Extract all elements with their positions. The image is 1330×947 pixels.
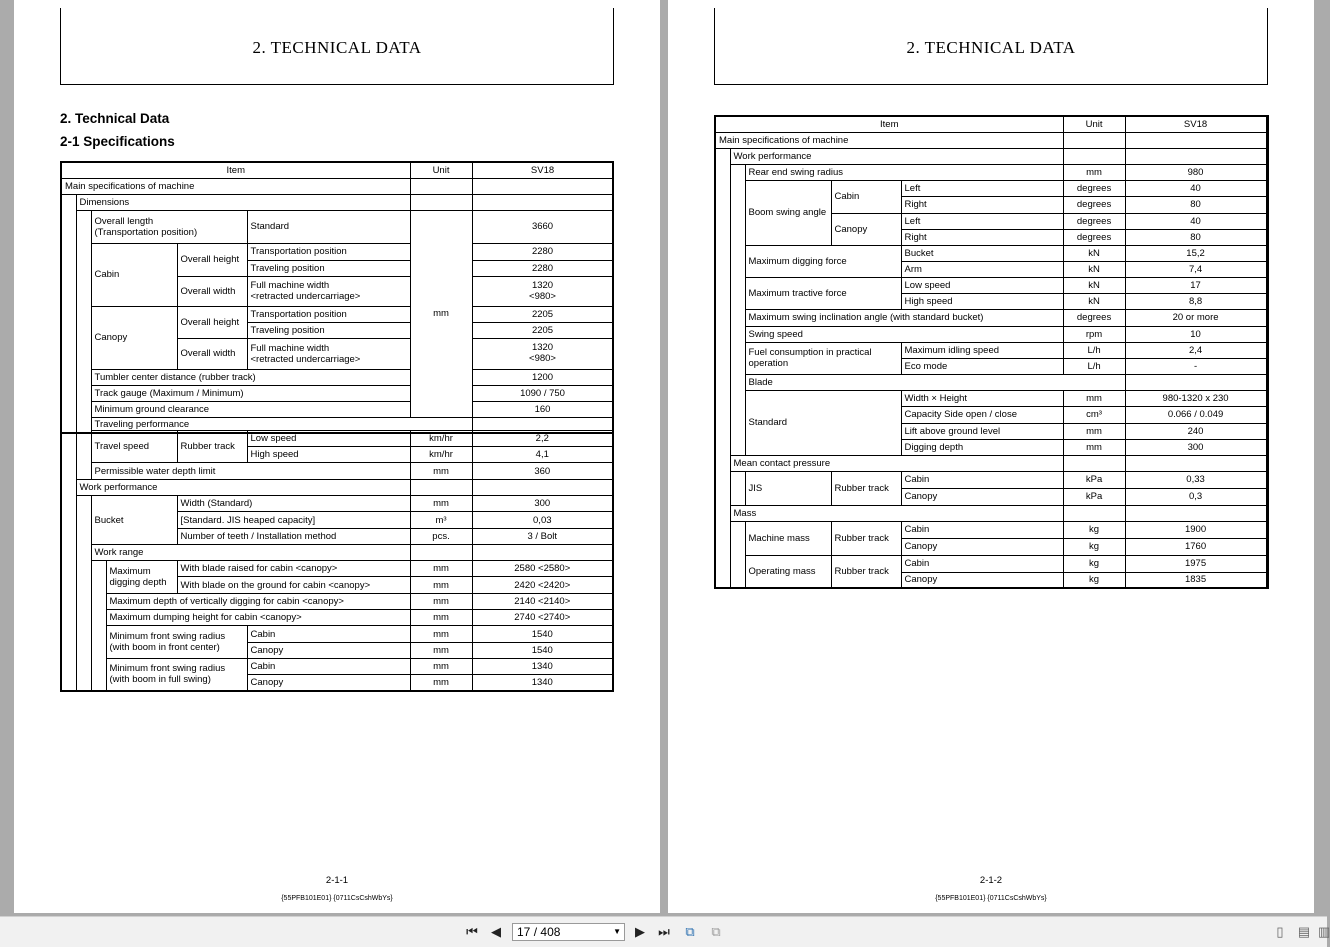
value-cell: 2420 <2420> xyxy=(472,577,613,594)
unit-cell: mm xyxy=(1063,439,1125,455)
previous-page-icon[interactable]: ◀ xyxy=(491,924,501,939)
unit-cell: kN xyxy=(1063,261,1125,277)
fit-width-icon[interactable]: ⧉ xyxy=(711,924,721,939)
value-cell: 3 / Bolt xyxy=(472,529,613,545)
value-cell: 17 xyxy=(1125,277,1266,293)
row-label: Low speed xyxy=(901,277,1063,293)
value-cell: 8,8 xyxy=(1125,293,1266,309)
row-label: Rubber track xyxy=(831,471,901,505)
row-label: Operating mass xyxy=(745,555,831,588)
row-label: Work range xyxy=(91,545,410,561)
fit-page-icon[interactable]: ⧉ xyxy=(685,924,695,939)
unit-cell: mm xyxy=(410,643,472,659)
row-label: JIS xyxy=(745,471,831,505)
row-label: Boom swing angle xyxy=(745,180,831,245)
table-row xyxy=(61,496,613,512)
value-cell: 1340 xyxy=(472,659,613,675)
page-header-title: 2. TECHNICAL DATA xyxy=(906,38,1076,57)
value-cell: 80 xyxy=(1125,229,1266,245)
value-cell: 40 xyxy=(1125,213,1266,229)
row-label: [Standard. JIS heaped capacity] xyxy=(177,512,410,529)
row-label: Machine mass xyxy=(745,521,831,555)
row-label: Full machine width <retracted undercarriage> xyxy=(247,276,410,307)
unit-cell: cm³ xyxy=(1063,406,1125,423)
value-cell: 1540 xyxy=(472,626,613,643)
unit-cell: degrees xyxy=(1063,196,1125,213)
document-page-left xyxy=(14,0,660,913)
value-cell: 1760 xyxy=(1125,538,1266,555)
table-row xyxy=(61,194,613,210)
unit-cell: kg xyxy=(1063,521,1125,538)
header-model: SV18 xyxy=(1125,116,1266,132)
row-label: Rubber track xyxy=(831,555,901,588)
value-cell: 7,4 xyxy=(1125,261,1266,277)
value-cell-second-line: <980> xyxy=(529,290,556,302)
value-cell: 1340 xyxy=(472,675,613,691)
row-label: Low speed xyxy=(247,431,410,447)
row-label: Permissible water depth limit xyxy=(91,463,410,480)
chevron-down-icon[interactable]: ▼ xyxy=(613,927,621,936)
value-cell: 1090 / 750 xyxy=(472,385,613,401)
page-number-input[interactable]: 17 / 408 ▼ xyxy=(512,923,625,941)
unit-cell: rpm xyxy=(1063,326,1125,342)
value-cell: 1320 <980> xyxy=(472,339,613,368)
table-row xyxy=(61,431,613,447)
row-label: Arm xyxy=(901,261,1063,277)
table-row xyxy=(61,401,613,417)
unit-cell: mm xyxy=(410,675,472,691)
unit-cell: mm xyxy=(410,659,472,675)
row-label: Width × Height xyxy=(901,390,1063,406)
unit-cell: degrees xyxy=(1063,309,1125,326)
value-cell: 4,1 xyxy=(472,447,613,463)
row-label: Cabin xyxy=(91,243,177,307)
table-row xyxy=(715,471,1268,488)
page-number: 2-1-1 xyxy=(325,875,349,886)
value-cell: 360 xyxy=(472,463,613,480)
row-label: Swing speed xyxy=(745,326,1063,342)
unit-cell: mm xyxy=(410,577,472,594)
row-label: Standard xyxy=(247,210,410,243)
row-label: Maximum tractive force xyxy=(745,277,901,309)
table-row xyxy=(61,385,613,401)
row-label: Maximum digging depth xyxy=(106,561,177,594)
row-label: Canopy xyxy=(901,538,1063,555)
row-label: Traveling position xyxy=(247,323,410,339)
row-label: Minimum front swing radius (with boom in front center) xyxy=(106,626,247,659)
row-label: Maximum depth of vertically digging for cabin <canopy> xyxy=(106,594,410,610)
row-label: Canopy xyxy=(247,643,410,659)
document-page-right xyxy=(668,0,1314,913)
row-label: Canopy xyxy=(901,572,1063,588)
row-label: Capacity Side open / close xyxy=(901,406,1063,423)
value-cell: 980-1320 x 230 xyxy=(1125,390,1266,406)
value-cell: 0,33 xyxy=(1125,471,1266,488)
row-label: Minimum ground clearance xyxy=(91,401,410,417)
row-label: Mean contact pressure xyxy=(730,455,1063,471)
row-label: Overall length (Transportation position) xyxy=(91,210,247,243)
row-label: With blade on the ground for cabin <canopy> xyxy=(177,577,410,594)
row-label: Rubber track xyxy=(177,431,247,463)
header-item: Item xyxy=(715,116,1063,132)
row-label: Cabin xyxy=(901,521,1063,538)
value-cell-second-line: <980> xyxy=(529,353,556,365)
row-label: Number of teeth / Installation method xyxy=(177,529,410,545)
row-label: Transportation position xyxy=(247,307,410,323)
row-label: Cabin xyxy=(901,555,1063,572)
unit-cell: mm xyxy=(410,210,472,417)
row-label: High speed xyxy=(901,293,1063,309)
value-cell: 980 xyxy=(1125,164,1266,180)
table-row xyxy=(715,521,1268,538)
value-cell: 20 or more xyxy=(1125,309,1266,326)
row-label: Overall height xyxy=(177,307,247,339)
unit-cell: kPa xyxy=(1063,471,1125,488)
continuous-view-icon[interactable]: ▤ xyxy=(1297,924,1311,939)
value-cell: 160 xyxy=(472,401,613,417)
table-row xyxy=(715,374,1268,390)
value-cell: 0,3 xyxy=(1125,488,1266,505)
unit-cell: L/h xyxy=(1063,342,1125,358)
table-row xyxy=(715,555,1268,572)
next-page-icon[interactable]: ▶ xyxy=(635,924,645,939)
specifications-table xyxy=(60,161,614,434)
row-label: Traveling performance xyxy=(91,417,472,433)
table-row xyxy=(61,659,613,675)
row-label: Travel speed xyxy=(91,431,177,463)
table-row xyxy=(715,309,1268,326)
row-label: Canopy xyxy=(831,213,901,245)
value-cell: 2,4 xyxy=(1125,342,1266,358)
row-label: Minimum front swing radius (with boom in full swing) xyxy=(106,659,247,691)
row-label: Bucket xyxy=(901,245,1063,261)
table-row xyxy=(61,210,613,243)
row-label: Left xyxy=(901,180,1063,196)
unit-cell: mm xyxy=(1063,423,1125,439)
unit-cell: mm xyxy=(410,463,472,480)
table-row xyxy=(61,178,613,194)
header-model: SV18 xyxy=(472,162,613,178)
unit-cell: mm xyxy=(1063,390,1125,406)
page-footer-code: {55PFB101E01} {0711CsCshWbYs} xyxy=(281,895,393,902)
unit-cell: m³ xyxy=(410,512,472,529)
value-cell: 1975 xyxy=(1125,555,1266,572)
value-cell: 2580 <2580> xyxy=(472,561,613,577)
table-row xyxy=(715,245,1268,261)
table-row xyxy=(715,505,1268,521)
row-label: Maximum digging force xyxy=(745,245,901,277)
row-label: Fuel consumption in practical operation xyxy=(745,342,901,374)
row-label: Left xyxy=(901,213,1063,229)
row-label: Rubber track xyxy=(831,521,901,555)
facing-view-icon[interactable]: ▥ xyxy=(1318,924,1330,939)
row-label: Dimensions xyxy=(76,194,410,210)
table-row xyxy=(715,326,1268,342)
row-label: Cabin xyxy=(901,471,1063,488)
row-label: Tumbler center distance (rubber track) xyxy=(91,369,410,385)
row-label: Right xyxy=(901,196,1063,213)
row-label: Cabin xyxy=(247,659,410,675)
table-row xyxy=(61,545,613,561)
row-label: Mass xyxy=(730,505,1063,521)
table-row xyxy=(61,594,613,610)
row-label: Right xyxy=(901,229,1063,245)
value-cell: 1900 xyxy=(1125,521,1266,538)
table-header-row xyxy=(61,162,613,178)
unit-cell: mm xyxy=(410,626,472,643)
value-cell: 1835 xyxy=(1125,572,1266,588)
unit-cell: kg xyxy=(1063,538,1125,555)
row-label: Maximum swing inclination angle (with standard bucket) xyxy=(745,309,1063,326)
table-row xyxy=(61,480,613,496)
table-row xyxy=(61,463,613,480)
last-page-icon[interactable]: ⏭ xyxy=(658,924,670,939)
table-row xyxy=(61,369,613,385)
subsection-heading: 2-1 Specifications xyxy=(60,134,175,149)
row-label: Digging depth xyxy=(901,439,1063,455)
value-cell: 0,03 xyxy=(472,512,613,529)
value-cell: 2740 <2740> xyxy=(472,610,613,626)
row-label: Width (Standard) xyxy=(177,496,410,512)
unit-cell: kPa xyxy=(1063,488,1125,505)
unit-cell: mm xyxy=(1063,164,1125,180)
value-cell: - xyxy=(1125,358,1266,374)
row-label: Main specifications of machine xyxy=(715,132,1063,148)
page-number: 2-1-2 xyxy=(979,875,1003,886)
unit-cell: mm xyxy=(410,610,472,626)
unit-cell: mm xyxy=(410,561,472,577)
unit-cell: kN xyxy=(1063,293,1125,309)
value-cell: 80 xyxy=(1125,196,1266,213)
specifications-table xyxy=(714,115,1269,589)
row-label: Work performance xyxy=(730,148,1063,164)
row-label: Track gauge (Maximum / Minimum) xyxy=(91,385,410,401)
row-label: Transportation position xyxy=(247,243,410,260)
unit-cell: degrees xyxy=(1063,180,1125,196)
section-heading: 2. Technical Data xyxy=(60,111,170,126)
row-label: Overall height xyxy=(177,243,247,276)
row-label: High speed xyxy=(247,447,410,463)
value-cell: 3660 xyxy=(472,210,613,243)
unit-cell: km/hr xyxy=(410,447,472,463)
header-unit: Unit xyxy=(410,162,472,178)
row-label: Canopy xyxy=(901,488,1063,505)
value-cell: 10 xyxy=(1125,326,1266,342)
value-cell: 2205 xyxy=(472,323,613,339)
row-label: Eco mode xyxy=(901,358,1063,374)
first-page-icon[interactable]: ⏮ xyxy=(466,924,478,939)
row-label: Standard xyxy=(745,390,901,455)
table-row xyxy=(715,455,1268,471)
row-label: Canopy xyxy=(91,307,177,370)
single-page-view-icon[interactable]: ▯ xyxy=(1276,924,1284,939)
row-label: Blade xyxy=(745,374,1125,390)
table-row xyxy=(715,342,1268,358)
table-row xyxy=(61,561,613,577)
value-cell: 2280 xyxy=(472,243,613,260)
unit-cell: kN xyxy=(1063,277,1125,293)
value-cell: 2140 <2140> xyxy=(472,594,613,610)
row-label: Maximum dumping height for cabin <canopy> xyxy=(106,610,410,626)
header-unit: Unit xyxy=(1063,116,1125,132)
row-label: Overall width xyxy=(177,339,247,370)
value-cell: 2280 xyxy=(472,260,613,276)
value-cell: 240 xyxy=(1125,423,1266,439)
unit-cell: degrees xyxy=(1063,229,1125,245)
row-label: Maximum idling speed xyxy=(901,342,1063,358)
value-cell: 2,2 xyxy=(472,431,613,447)
table-row xyxy=(715,148,1268,164)
unit-cell: kg xyxy=(1063,555,1125,572)
value-cell: 1200 xyxy=(472,369,613,385)
page-header-box xyxy=(714,8,1268,85)
unit-cell: pcs. xyxy=(410,529,472,545)
row-label: Bucket xyxy=(91,496,177,545)
table-row xyxy=(61,307,613,323)
row-label: Full machine width <retracted undercarriage> xyxy=(247,339,410,370)
table-row xyxy=(715,277,1268,293)
unit-cell: km/hr xyxy=(410,431,472,447)
table-row xyxy=(61,243,613,260)
value-cell: 40 xyxy=(1125,180,1266,196)
row-label: Overall width xyxy=(177,276,247,307)
unit-cell: kN xyxy=(1063,245,1125,261)
table-row xyxy=(715,132,1268,148)
row-label: Cabin xyxy=(831,180,901,213)
table-row xyxy=(715,180,1268,196)
row-label: With blade raised for cabin <canopy> xyxy=(177,561,410,577)
value-cell: 15,2 xyxy=(1125,245,1266,261)
row-label: Canopy xyxy=(247,675,410,691)
row-label: Work performance xyxy=(76,480,410,496)
unit-cell: mm xyxy=(410,594,472,610)
page-footer-code: {55PFB101E01} {0711CsCshWbYs} xyxy=(935,895,1047,902)
table-row xyxy=(715,390,1268,406)
table-row xyxy=(715,164,1268,180)
specifications-table-continued xyxy=(60,430,614,692)
value-cell: 1540 xyxy=(472,643,613,659)
header-item: Item xyxy=(61,162,410,178)
unit-cell: kg xyxy=(1063,572,1125,588)
row-label: Lift above ground level xyxy=(901,423,1063,439)
value-cell: 1320 <980> xyxy=(472,276,613,305)
row-label: Cabin xyxy=(247,626,410,643)
table-header-row xyxy=(715,116,1268,132)
value-cell: 2205 xyxy=(472,307,613,323)
row-label: Main specifications of machine xyxy=(61,178,410,194)
unit-cell: degrees xyxy=(1063,213,1125,229)
page-header-title: 2. TECHNICAL DATA xyxy=(252,38,422,57)
row-label: Traveling position xyxy=(247,260,410,276)
value-cell: 0.066 / 0.049 xyxy=(1125,406,1266,423)
value-cell: 300 xyxy=(1125,439,1266,455)
row-label: Rear end swing radius xyxy=(745,164,1063,180)
unit-cell: mm xyxy=(410,496,472,512)
table-row xyxy=(61,610,613,626)
viewer-toolbar xyxy=(0,916,1330,947)
page-header-box xyxy=(60,8,614,85)
table-row xyxy=(61,626,613,643)
value-cell: 300 xyxy=(472,496,613,512)
unit-cell: L/h xyxy=(1063,358,1125,374)
